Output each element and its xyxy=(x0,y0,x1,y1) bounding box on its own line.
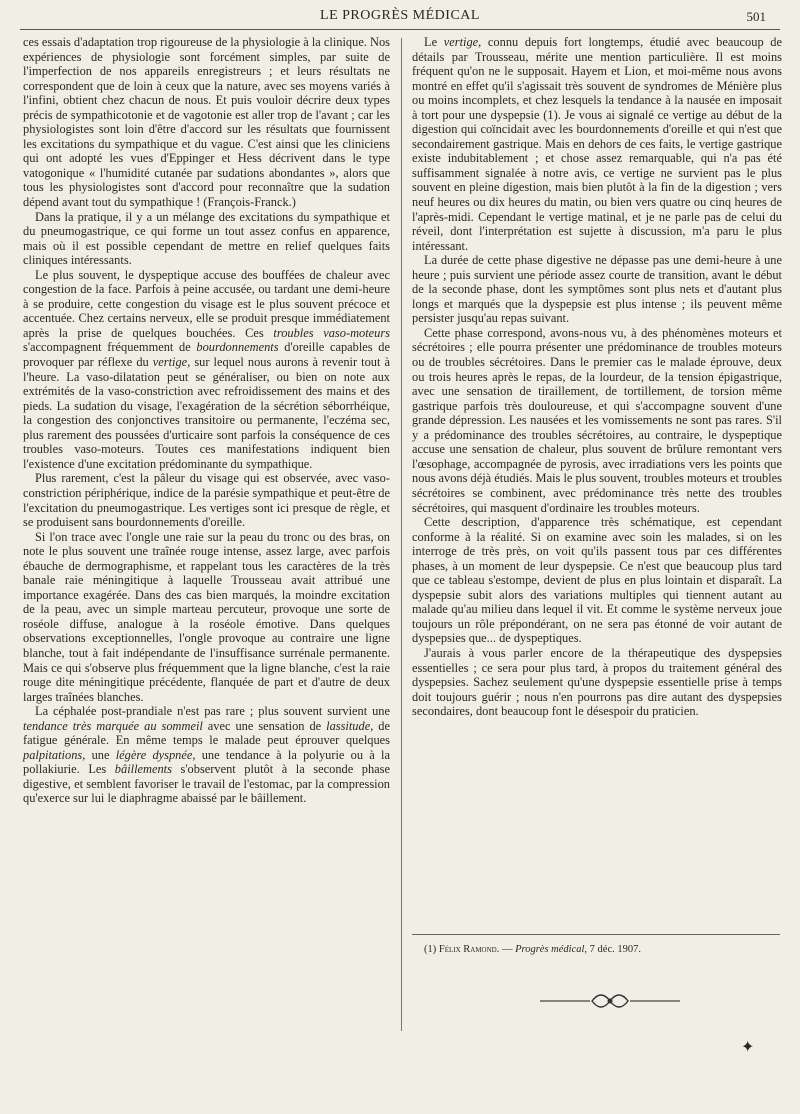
emphasized-term: vertige xyxy=(152,355,188,370)
left-column xyxy=(23,35,390,806)
emphasized-term: légère dyspnée xyxy=(115,747,193,762)
text-run: La céphalée post-prandiale n'est pas rare ; plus souvent survient une xyxy=(35,704,390,719)
text-run: , connu depuis fort longtemps, étudié avec beaucoup de détails par Trousseau, mérite une mention particulière. Il est moins fréquent qu'on ne le supposait. Hayem et Lion, et moi-même nous avons montré en effet qu'il s'agissait très souvent de syndromes de Ménière plus ou moins incomplets, et chez lesquels la tendance à la nausée en imposait à tort pour une dyspepsie (1). Je vous ai signalé ce vertige au début de la digestion qui coïncidait avec les bourdonnements d'oreille et qui n'est que secondairement gastrique. Mais en dehors de ces faits, le vertige gastrique existe indubitablement ; et chose assez remarquable, qui n'a pas été suffisamment signalée à notre avis, ce vertige ne survient pas le plus souvent en pleine digestion, mais bien plutôt à la fin de la digestion ; vers neuf heures ou dix heures du matin, ou bien vers quatre ou cinq heures de l'après-midi. Cependant le vertige matinal, et je ne parle pas de celui du réveil, dont l'interprétation est sujette à discussion, m'a paru le plus intéressant. xyxy=(412,35,783,253)
text-run: Dans la pratique, il y a un mélange des excitations du sympathique et du pneumogastrique, ce qui forme un tout assez confus en apparence, mais où il est possible cependant de mettre en relief quelques faits cliniques intéressants. xyxy=(23,209,390,268)
text-run: ces essais d'adaptation trop rigoureuse de la physiologie à la clinique. Nos expériences de physiologie sont forcément simples, par suite de l'imperfection de nos appareils enregistreurs ; et leurs résultats ne correspondent que de loin à ceux que la nature, avec ses moyens variés à l'infini, obtient chez chacun de nous. Et puis vouloir décrire deux types précis de sympathicotonie et de vagotonie est aller trop de l'avant ; car les physiologistes sont loin d'être d'accord sur les résultats que fournissent les excitations du sympathique et du vague. C'est ainsi que les cliniciens qui ont adopté les vues d'Eppinger et Hess décrivent dans le type vatogonique « l'humidité cutanée par sudations abondantes », alors que tous les physiologistes sont d'accord pour reconnaître que la sudation dépend avant tout du sympathique ! (François-Franck.) xyxy=(23,35,390,210)
text-run: Cette phase correspond, avons-nous vu, à des phénomènes moteurs et sécrétoires ; elle pourra présenter une prédominance de troubles moteurs ou de troubles sécrétoires. Dans le premier cas le malade éprouve, deux ou trois heures après le repas, de la lourdeur, de la tension épigastrique, avec une sensation de tiraillement, de tortillement, de torsion même gastrique parfois très douloureuse, et qui s'accompagne souvent d'une grande dépression. Les nausées et les vomissements ne sont pas rares. S'il y a prédominance des troubles sécrétoires, au contraire, le dyspeptique accuse une sensation de chaleur, plus souvent de brûlure remontant vers l'œsophage, accompagnée de pyrosis, avec irradiations vers les points que nous avons déjà étudiés. Mais le plus souvent, troubles moteurs et troubles sécrétoires se combinent, avec prédominance très nette des troubles sécrétoires, qui masquent d'ordinaire les troubles moteurs. xyxy=(412,325,782,515)
footnote-marker: (1) xyxy=(424,944,437,955)
emphasized-term: tendance très marquée au sommeil xyxy=(23,718,203,733)
text-run: Si l'on trace avec l'ongle une raie sur la peau du tronc ou des bras, on note le plus souvent une traînée rouge intense, assez large, avec parfois ébauche de dermographisme, et rappelant tous les caractères de la très banale raie méningitique à laquelle Trousseau avait attribué une importance exagérée. Dans des cas bien marqués, la moindre excitation de la peau, avec un simple marteau percuteur, provoque une sorte de roséole diffuse, analogue à la roséole émotive. Dans quelques observations exceptionnelles, l'ongle provoque au contraire une ligne blanche, tout à fait indépendante de l'insuffisance surrénale permanente. Mais ce qui s'observe plus fréquemment que la ligne blanche, c'est la raie rouge dite méningitique précédente, flanquée de part et d'autre de deux larges traînées blanches. xyxy=(23,529,390,704)
text-run: , de fatigue générale. En même temps le malade peut éprouver quelques xyxy=(23,718,390,748)
footnote-journal: Progrès médical xyxy=(515,944,585,955)
text-run: , sur lequel nous aurons à revenir tout à l'heure. La vaso-dilatation peut se généraliser, ou bien on note aux extrémités de la vaso-constriction avec refroidissement des mains et des pieds. La sudation du visage, l'exagération de la sécrétion séborrhéique, la congestion des conjonctives transitoire ou permanente, l'eczéma sec, plus rarement des poussées d'urticaire sont parfois la conséquence de ces troubles vaso-moteurs. Toutes ces manifestations indiquent bien l'existence d'une excitation prédominante du sympathique. xyxy=(23,355,390,471)
left-paragraph xyxy=(23,210,390,268)
text-run: s'observent plutôt à la seconde phase digestive, et semblent favoriser le travail de l'estomac, par la compression qu'exerce sur lui le diaphragme abaissé par le bâillement. xyxy=(23,762,390,806)
header-rule xyxy=(20,29,780,30)
right-paragraph xyxy=(412,35,782,253)
footnote-rule xyxy=(412,934,780,935)
right-paragraph xyxy=(412,646,782,719)
column-divider xyxy=(401,38,402,1031)
end-mark: ✦ xyxy=(741,1039,755,1056)
right-paragraph xyxy=(412,515,782,646)
emphasized-term: bâillements xyxy=(114,762,172,777)
left-paragraph xyxy=(23,704,390,806)
footnote-date: , 7 déc. 1907. xyxy=(584,944,641,955)
left-paragraph xyxy=(23,268,390,472)
text-run: Le xyxy=(424,35,444,49)
journal-title: LE PROGRÈS MÉDICAL xyxy=(320,8,480,23)
right-paragraph xyxy=(412,326,782,515)
right-paragraph xyxy=(412,253,782,326)
text-run: J'aurais à vous parler encore de la thérapeutique des dyspepsies essentielles ; ce sera pour plus tard, à propos du traitement général des dyspepsies. Sachez seulement qu'une dyspepsie essentielle prise à temps doit toujours guérir ; nous n'en pourrons pas dire autant des dyspepsies secondaires, dont beaucoup font le désespoir du praticien. xyxy=(412,645,782,719)
text-run: s'accompagnent fréquemment de xyxy=(23,340,197,355)
footnote-author: Félix Ramond. xyxy=(438,944,500,955)
text-run: Cette description, d'apparence très schématique, est cependant conforme à la réalité. Si on examine avec soin les malades, si on les interroge de très près, on voit qu'ils passent tous par ces différentes phases, à un moment de leur dyspepsie. Ce n'est que beaucoup plus tard que ce tableau s'estompe, devient de plus en plus lointain et disparaît. La dyspepsie subit alors des variations multiples qui tiennent autant au malade qu'au milieu dans lequel il vit. Et comme le système nerveux joue toujours un rôle prépondérant, on ne sera pas étonné de voir autant de dyspepsies que... de dyspeptiques. xyxy=(412,515,782,646)
text-run: Le plus souvent, le dyspeptique accuse des bouffées de chaleur avec congestion de la face. Parfois à peine accusée, ou tardant une demi-heure à se produire, cette congestion du visage est le plus souvent précoce et accentuée. Chez certains nerveux, elle se produit presque immédiatement après la prise de quelques bouchées. Ces xyxy=(23,267,390,340)
emphasized-term: troubles vaso-moteurs xyxy=(273,325,390,340)
text-run: , une xyxy=(82,747,116,762)
text-run: , une tendance à la polyurie ou à la pollakiurie. Les xyxy=(23,747,390,777)
footnote-dash: — xyxy=(501,944,513,955)
fleuron-ornament xyxy=(540,990,680,1012)
emphasized-term: palpitations xyxy=(23,747,83,762)
emphasized-term: lassitude xyxy=(326,718,371,733)
right-column xyxy=(412,35,782,719)
emphasized-term: vertige xyxy=(443,35,479,49)
text-run: La durée de cette phase digestive ne dépasse pas une demi-heure à une heure ; puis survient une période assez courte de transition, avant le début de la seconde phase, dont les symptômes sont plus nets et d'autant plus longs et marqués que la dyspepsie est plus intense ; ils peuvent même persister jusqu'au repas suivant. xyxy=(412,253,782,326)
left-paragraph xyxy=(23,530,390,705)
emphasized-term: bourdonnements xyxy=(196,340,279,355)
text-run: avec une sensation de xyxy=(202,718,327,733)
text-run: Plus rarement, c'est la pâleur du visage qui est observée, avec vaso-constriction périphérique, indice de la parésie sympathique et peut-être de l'excitation du pneumogastrique. Les vertiges sont ici presque de règle, et se produisent sans bourdonnements d'oreille. xyxy=(23,471,390,530)
left-paragraph xyxy=(23,471,390,529)
text-run: d'oreille capables de provoquer par réflexe du xyxy=(23,340,391,370)
page-number: 501 xyxy=(746,9,766,24)
footnote xyxy=(424,943,780,956)
running-head xyxy=(0,8,800,28)
left-paragraph xyxy=(23,35,390,210)
